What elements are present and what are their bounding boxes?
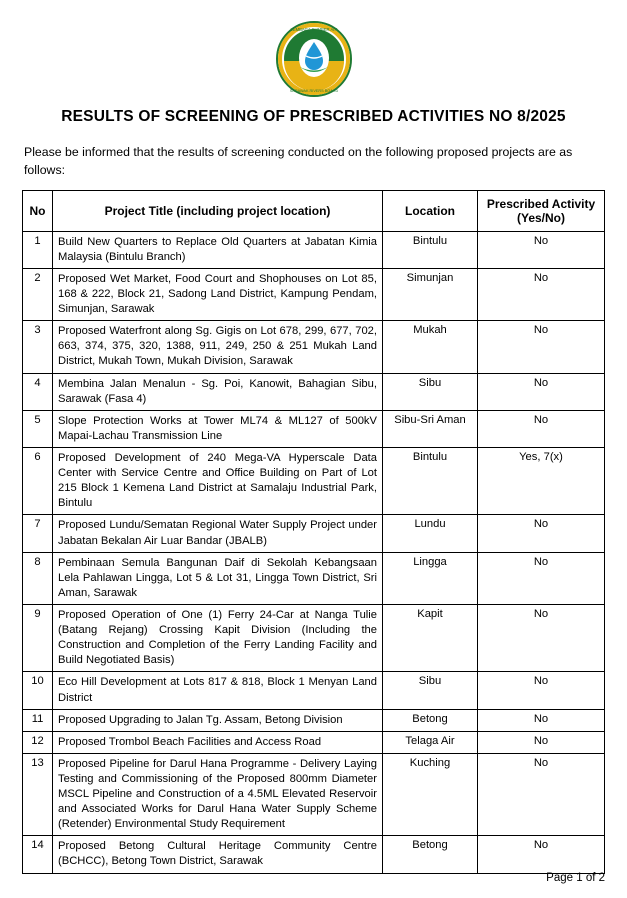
cell-project-title: Slope Protection Works at Tower ML74 & ML127 of 500kV Mapai-Lachau Transmission Line [53, 410, 383, 447]
intro-paragraph: Please be informed that the results of screening conducted on the following proposed projects are as follows: [24, 145, 573, 177]
cell-project-title: Proposed Lundu/Sematan Regional Water Supply Project under Jabatan Bekalan Air Luar Bandar (JBALB) [53, 515, 383, 552]
cell-project-title: Proposed Betong Cultural Heritage Community Centre (BCHCC), Betong Town District, Sarawak [53, 836, 383, 873]
cell-no: 6 [23, 447, 53, 514]
column-header-no: No [23, 190, 53, 231]
screening-results-table [22, 190, 605, 874]
cell-location: Mukah [383, 321, 478, 373]
cell-location: Kuching [383, 753, 478, 836]
cell-prescribed-activity: No [478, 709, 605, 731]
cell-no: 14 [23, 836, 53, 873]
cell-prescribed-activity: No [478, 604, 605, 671]
cell-location: Bintulu [383, 231, 478, 268]
table-row [23, 552, 605, 604]
table-row [23, 753, 605, 836]
cell-project-title: Proposed Waterfront along Sg. Gigis on Lot 678, 299, 677, 702, 663, 374, 375, 320, 1388, 911, 249, 250 & 251 Mukah Land District, Mukah Town, Mukah Division, Sarawak [53, 321, 383, 373]
cell-project-title: Eco Hill Development at Lots 817 & 818, Block 1 Menyan Land District [53, 672, 383, 709]
table-row [23, 515, 605, 552]
cell-no: 8 [23, 552, 53, 604]
cell-prescribed-activity: No [478, 753, 605, 836]
table-row [23, 604, 605, 671]
table-row [23, 672, 605, 709]
svg-text:LEMBAGA SUMBER AIR: LEMBAGA SUMBER AIR [289, 27, 338, 32]
table-row [23, 836, 605, 873]
cell-prescribed-activity: Yes, 7(x) [478, 447, 605, 514]
svg-text:SARAWAK RIVERS BOARD: SARAWAK RIVERS BOARD [289, 89, 338, 93]
cell-prescribed-activity: No [478, 410, 605, 447]
cell-no: 3 [23, 321, 53, 373]
water-authority-seal-icon [275, 20, 353, 98]
cell-no: 10 [23, 672, 53, 709]
column-header-location: Location [383, 190, 478, 231]
page-footer: Page 1 of 2 [546, 872, 605, 884]
cell-project-title: Proposed Wet Market, Food Court and Shophouses on Lot 85, 168 & 222, Block 21, Sadong Land District, Kampung Pendam, Simunjan, Sarawak [53, 268, 383, 320]
cell-no: 12 [23, 731, 53, 753]
page-title: RESULTS OF SCREENING OF PRESCRIBED ACTIVITIES NO 8/2025 [61, 108, 566, 125]
table-row [23, 447, 605, 514]
cell-no: 9 [23, 604, 53, 671]
table-row [23, 321, 605, 373]
cell-location: Telaga Air [383, 731, 478, 753]
table-row [23, 268, 605, 320]
cell-location: Bintulu [383, 447, 478, 514]
cell-location: Sibu [383, 373, 478, 410]
cell-location: Simunjan [383, 268, 478, 320]
cell-no: 2 [23, 268, 53, 320]
table-row [23, 410, 605, 447]
table-row [23, 231, 605, 268]
cell-prescribed-activity: No [478, 672, 605, 709]
cell-prescribed-activity: No [478, 515, 605, 552]
cell-project-title: Membina Jalan Menalun - Sg. Poi, Kanowit, Bahagian Sibu, Sarawak (Fasa 4) [53, 373, 383, 410]
cell-project-title: Proposed Operation of One (1) Ferry 24-Car at Nanga Tulie (Batang Rejang) Crossing Kapit Division (Including the Construction and Completion of the Ferry Landing Facility and Build Negotiated Basis) [53, 604, 383, 671]
cell-no: 1 [23, 231, 53, 268]
cell-project-title: Proposed Development of 240 Mega-VA Hyperscale Data Center with Service Centre and Office Building on Part of Lot 215 Block 1 Kemena Land District at Samalaju Industrial Park, Bintulu [53, 447, 383, 514]
cell-prescribed-activity: No [478, 731, 605, 753]
column-header-activity-line2: (Yes/No) [516, 210, 565, 225]
cell-location: Betong [383, 836, 478, 873]
cell-location: Betong [383, 709, 478, 731]
cell-prescribed-activity: No [478, 231, 605, 268]
cell-prescribed-activity: No [478, 321, 605, 373]
cell-project-title: Pembinaan Semula Bangunan Daif di Sekolah Kebangsaan Lela Pahlawan Lingga, Lot 5 & Lot 31, Lingga Town District, Sri Aman, Sarawak [53, 552, 383, 604]
cell-prescribed-activity: No [478, 268, 605, 320]
column-header-prescribed-activity [478, 190, 605, 231]
cell-prescribed-activity: No [478, 836, 605, 873]
table-row [23, 373, 605, 410]
cell-prescribed-activity: No [478, 552, 605, 604]
cell-location: Lundu [383, 515, 478, 552]
cell-no: 5 [23, 410, 53, 447]
cell-project-title: Proposed Pipeline for Darul Hana Programme - Delivery Laying Testing and Commissioning of the Proposed 800mm Diameter MSCL Pipeline and Construction of a 4.5ML Elevated Reservoir and Associated Works for Darul Hana Water Supply Scheme (Retender) Environmental Study Requirement [53, 753, 383, 836]
cell-location: Kapit [383, 604, 478, 671]
table-row [23, 709, 605, 731]
cell-no: 13 [23, 753, 53, 836]
cell-no: 7 [23, 515, 53, 552]
cell-no: 4 [23, 373, 53, 410]
cell-location: Lingga [383, 552, 478, 604]
cell-project-title: Proposed Upgrading to Jalan Tg. Assam, Betong Division [53, 709, 383, 731]
cell-location: Sibu [383, 672, 478, 709]
logo-container [22, 20, 605, 98]
cell-project-title: Build New Quarters to Replace Old Quarters at Jabatan Kimia Malaysia (Bintulu Branch) [53, 231, 383, 268]
column-header-project-title: Project Title (including project location) [53, 190, 383, 231]
column-header-activity-line1: Prescribed Activity [486, 196, 596, 211]
cell-location: Sibu-Sri Aman [383, 410, 478, 447]
cell-project-title: Proposed Trombol Beach Facilities and Access Road [53, 731, 383, 753]
table-header-row [23, 190, 605, 231]
cell-no: 11 [23, 709, 53, 731]
cell-prescribed-activity: No [478, 373, 605, 410]
table-row [23, 731, 605, 753]
